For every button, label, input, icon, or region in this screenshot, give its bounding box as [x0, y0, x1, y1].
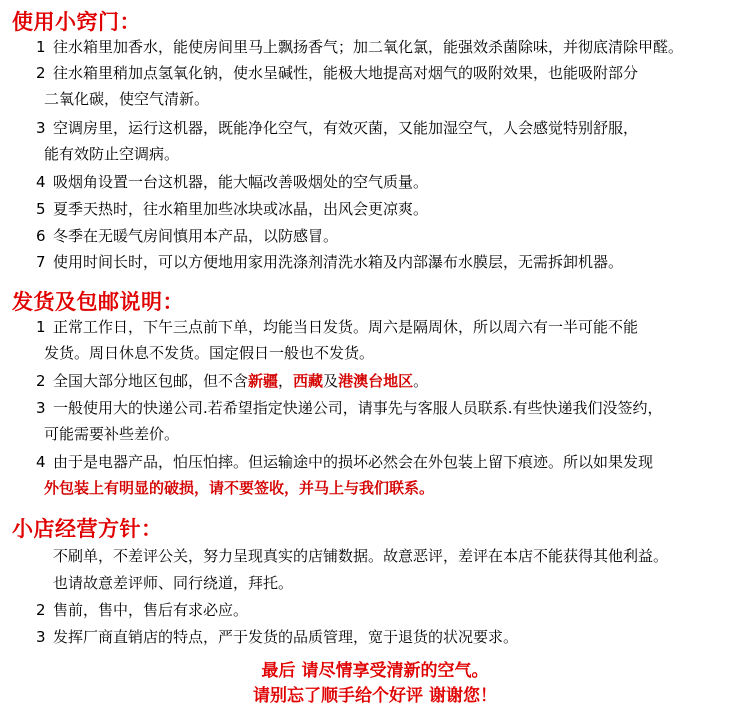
shipping-line [53, 371, 428, 391]
tip-line: 空调房里，运行这机器，既能净化空气，有效灭菌，又能加湿空气，人会感觉特别舒服， [53, 119, 639, 137]
item-number: 5 [36, 200, 46, 218]
closing-line-1: 最后 请尽情享受清新的空气。 [261, 661, 489, 681]
policy-title: 小店经营方针： [12, 517, 163, 541]
item-number: 6 [36, 227, 46, 245]
policy-line: 发挥厂商直销店的特点，严于发货的品质管理，宽于退货的状况要求。 [53, 628, 519, 646]
item-number: 2 [36, 601, 46, 619]
shipping-line: 可能需要补些差价。 [44, 425, 180, 443]
shipping-text: 及 [323, 372, 339, 390]
tip-line: 使用时间长时，可以方便地用家用洗涤剂清洗水箱及内部瀑布水膜层，无需拆卸机器。 [53, 253, 624, 271]
tip-line: 夏季天热时，往水箱里加些冰块或冰晶，出风会更凉爽。 [53, 200, 429, 218]
tip-line: 往水箱里加香水，能使房间里马上飘扬香气；加二氧化氯，能强效杀菌除味，并彻底清除甲醛。 [53, 38, 684, 56]
item-number: 2 [36, 64, 46, 82]
policy-line: 售前，售中，售后有求必应。 [53, 601, 249, 619]
shipping-text: 。 [413, 372, 429, 390]
item-number: 3 [36, 119, 46, 137]
closing-line-2: 请别忘了顺手给个好评 谢谢您！ [253, 686, 497, 706]
shipping-warning: 外包装上有明显的破损，请不要签收，并马上与我们联系。 [44, 479, 435, 497]
tips-title: 使用小窍门： [12, 10, 141, 34]
tip-line: 吸烟角设置一台这机器，能大幅改善吸烟处的空气质量。 [53, 173, 429, 191]
shipping-line: 一般使用大的快递公司.若希望指定快递公司，请事先与客服人员联系.有些快递我们没签约， [53, 399, 663, 417]
shipping-text: 全国大部分地区包邮，但不含 [53, 372, 249, 390]
shipping-text: ， [278, 372, 294, 390]
tip-line: 能有效防止空调病。 [44, 145, 180, 163]
item-number: 1 [36, 318, 46, 336]
shipping-line: 发货。周日休息不发货。国定假日一般也不发货。 [44, 344, 375, 362]
policy-line: 不刷单，不差评公关，努力呈现真实的店铺数据。故意恶评，差评在本店不能获得其他利益。 [53, 547, 669, 565]
region-highlight: 港澳台地区 [338, 372, 414, 390]
shipping-title: 发货及包邮说明： [12, 290, 184, 314]
shipping-line: 由于是电器产品，怕压怕摔。但运输途中的损坏必然会在外包装上留下痕迹。所以如果发现 [53, 453, 654, 471]
item-number: 1 [36, 38, 46, 56]
item-number: 4 [36, 173, 46, 191]
item-number: 2 [36, 372, 46, 390]
tip-line: 二氧化碳，使空气清新。 [44, 90, 210, 108]
region-highlight: 西藏 [293, 372, 324, 390]
item-number: 7 [36, 253, 46, 271]
shipping-line: 正常工作日，下午三点前下单，均能当日发货。周六是隔周休，所以周六有一半可能不能 [53, 318, 639, 336]
item-number: 3 [36, 399, 46, 417]
tip-line: 往水箱里稍加点氢氧化钠，使水呈碱性，能极大地提高对烟气的吸附效果，也能吸附部分 [53, 64, 639, 82]
item-number: 3 [36, 628, 46, 646]
item-number: 4 [36, 453, 46, 471]
policy-line: 也请故意差评师、同行绕道，拜托。 [53, 574, 294, 592]
region-highlight: 新疆 [248, 372, 279, 390]
tip-line: 冬季在无暖气房间慎用本产品，以防感冒。 [53, 227, 339, 245]
